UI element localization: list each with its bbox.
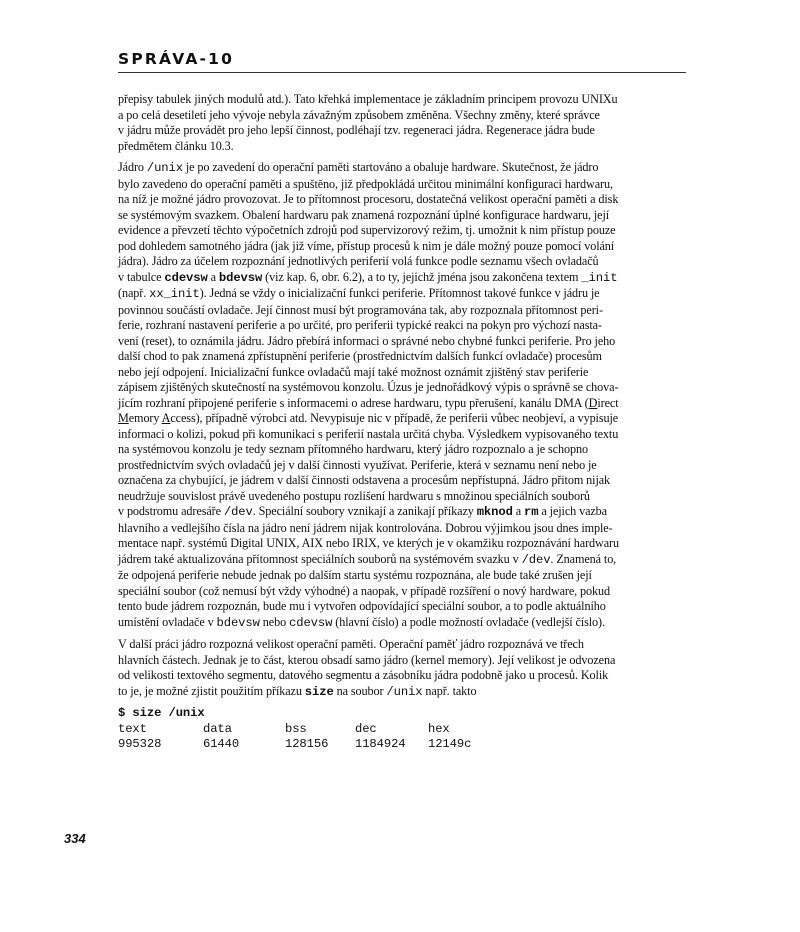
text-line: hlavních částech. Jednak je to část, kterou obsadí samo jádro (kernel memory). Její velikost je odvozena xyxy=(118,652,616,667)
text-line: evidence a převzetí těchto výpočetních zdrojů pod supervizorový režim, tj. umožnit k nim přístup pouze xyxy=(118,223,616,237)
paragraph-2 xyxy=(118,160,686,631)
inline-code: /dev xyxy=(223,505,253,519)
inline-command: mknod xyxy=(476,505,513,519)
code-header-row xyxy=(118,722,686,738)
code-value-cell: 128156 xyxy=(285,737,329,751)
paragraph-3 xyxy=(118,637,686,700)
code-header-cell: hex xyxy=(428,721,450,736)
body-text xyxy=(118,92,686,753)
code-header-cell: bss xyxy=(285,721,307,736)
code-header-cell: dec xyxy=(355,721,377,736)
header-rule xyxy=(118,72,686,73)
text-line: další chod to pak znamená zpřístupnění periferie (prostřednictvím dalších funkcí ovladače) procesům xyxy=(118,349,602,363)
inline-code: /dev xyxy=(521,552,551,567)
text-line: jícím rozhraní připojené periferie s informacemi o adrese hardwaru, typu přerušení, kanálu DMA (Direct xyxy=(118,395,619,410)
text-line: speciální soubor (což nemusí být vždy výhodné) a naopak, v případě rozšíření o nový hardware, pokud xyxy=(118,583,611,598)
text-line: ferie, rozhraní nastavení periferie a po určité, pro periferii typické reakci na pokyn pro výchozí nasta- xyxy=(118,318,602,332)
text-line: předmětem článku 10.3. xyxy=(118,138,234,153)
inline-code: xx_init xyxy=(149,287,200,301)
text-line: jádra). Jádro za účelem rozpoznání jednotlivých periferií volá funkce podle seznamu všech ovladačů xyxy=(118,254,599,268)
text-line: Memory Access), případně výrobci atd. Nevypisuje nic v případě, že periferii vůbec neobjeví, a vypisuje xyxy=(118,411,619,425)
text-line: na níž je možné jádro provozovat. Je to přítomnost procesoru, dostatečná velikost operační paměti a disk xyxy=(118,192,619,206)
text-line: nebo její odpojení. Inicializační funkce ovladačů mají také možnost oznámit zjištěný stav periferie xyxy=(118,364,589,379)
text-line: Jádro /unix je po zavedení do operační paměti startováno a obaluje hardware. Skutečnost, že jádro xyxy=(118,160,599,175)
code-header-cell: text xyxy=(118,721,147,736)
text-line: informaci o kolizi, pokud při komunikaci s periferií nastala určitá chyba. Výsledkem vypisovaného textu xyxy=(118,426,619,441)
inline-code: _init xyxy=(581,270,618,285)
text-line: umístění ovladače v bdevsw nebo cdevsw (hlavní číslo) a podle možností ovladače (vedlejší číslo). xyxy=(118,614,605,630)
inline-code: bdevsw xyxy=(216,615,260,630)
text-line: a po celá desetiletí jeho vývoje nebyla závažným způsobem změněna. Všechny změny, které správce xyxy=(118,107,600,122)
text-line: pod dohledem samotného jádra (jak již víme, přístup procesů k nim je dále možný pouze pomocí volání xyxy=(118,238,615,253)
code-example xyxy=(118,706,686,753)
inline-code: cdevsw xyxy=(289,615,333,630)
inline-code: bdevsw xyxy=(218,270,263,285)
text-line: jádrem také aktualizována přítomnost speciálních souborů na systémovém svazku v /dev. Znamená to, xyxy=(118,551,617,567)
inline-command: rm xyxy=(524,505,539,519)
text-line: označena za chybující, je jádrem v další činnosti odstavena a procesům nepřístupná. Jádro přitom nijak xyxy=(118,473,611,487)
text-line: v podstromu adresáře /dev. Speciální soubory vznikají a zanikají příkazy mknod a rm a jejich vazba xyxy=(118,504,607,519)
text-line: povinnou součástí ovladače. Její činnost musí být programována tak, aby rozpoznala přítomnost peri- xyxy=(118,302,603,317)
inline-code: /unix xyxy=(146,161,183,175)
code-value-cell: 995328 xyxy=(118,737,162,751)
inline-code: cdevsw xyxy=(164,270,208,285)
paragraph-1 xyxy=(118,92,686,154)
text-line: (např. xx_init). Jedná se vždy o inicializační funkci periferie. Přítomnost takové funkce v jádru je xyxy=(118,286,600,301)
text-line: zápisem zjištěných skutečností na systémovou konzolu. Úzus je jednořádkový výpis o správně se chova- xyxy=(118,380,619,394)
code-value-row xyxy=(118,737,686,753)
inline-code: /unix xyxy=(386,684,423,699)
text-line: vení (reset), to oznámila jádru. Jádro přebírá informaci o správné nebo chybné funkci periferie. Pro jeho xyxy=(118,333,616,348)
code-header-cell: data xyxy=(203,721,232,736)
text-line: na systémovou konzolu je tedy seznam přítomného hardwaru, který jádro rozpoznalo a je schopno xyxy=(118,442,588,456)
text-line: mentace např. systémů Digital UNIX, AIX nebo IRIX, ve kterých je v okamžiku rozpoznávání hardwaru xyxy=(118,536,619,550)
text-line: to je, je možné zjistit použitím příkazu size na soubor /unix např. takto xyxy=(118,683,477,699)
text-line: přepisy tabulek jiných modulů atd.). Tato křehká implementace je základním principem provozu UNIXu xyxy=(118,92,618,106)
text-line: v tabulce cdevsw a bdevsw (viz kap. 6, obr. 6.2), a to ty, jejichž jména jsou zakončena textem _init xyxy=(118,269,618,285)
text-line: v jádru může provádět pro jeho lepší činnost, podléhají tzv. regeneraci jádra. Regenerace jádra bude xyxy=(118,123,595,137)
text-line: se systémovým svazkem. Obalení hardwaru pak znamená rozpoznání úplné konfigurace hardwaru, její xyxy=(118,207,610,222)
text-line: tento bude jádrem rozpoznán, bude mu i vytvořen odpovídající speciální soubor, a to podle aktuálního xyxy=(118,599,606,613)
text-line: neudržuje souvislost právě uvedeného postupu rozlišení hardwaru s množinou speciálních souborů xyxy=(118,488,590,503)
text-line: prostřednictvím svých ovladačů jej v další činnosti využívat. Periferie, která v seznamu není nebo je xyxy=(118,457,597,472)
code-command: $ size /unix xyxy=(118,706,205,720)
code-value-cell: 1184924 xyxy=(355,737,406,751)
text-line: bylo zavedeno do operační paměti a spuštěno, již předpokládá určitou minimální konfiguraci hardwaru, xyxy=(118,176,613,191)
page-number: 334 xyxy=(64,831,86,846)
text-line: od velikosti textového segmentu, datového segmentu a zásobníku jádra podobně jako u procesů. Kolik xyxy=(118,668,609,682)
code-value-cell: 61440 xyxy=(203,737,240,751)
chapter-header: SPRÁVA-10 xyxy=(118,50,235,68)
code-value-cell: 12149c xyxy=(428,737,472,751)
inline-command: size xyxy=(304,684,334,699)
text-line: že odpojená periferie nebude jednak po dalším startu systému rozpoznána, ale bude také zrušen její xyxy=(118,568,592,582)
text-line: hlavního a vedlejšího čísla na jádro není jádrem nijak kontrolována. Dobrou výjimkou jsou dnes imple- xyxy=(118,520,613,535)
text-line: V další práci jádro rozpozná velikost operační paměti. Operační paměť jádro rozpoznává ve třech xyxy=(118,637,584,651)
